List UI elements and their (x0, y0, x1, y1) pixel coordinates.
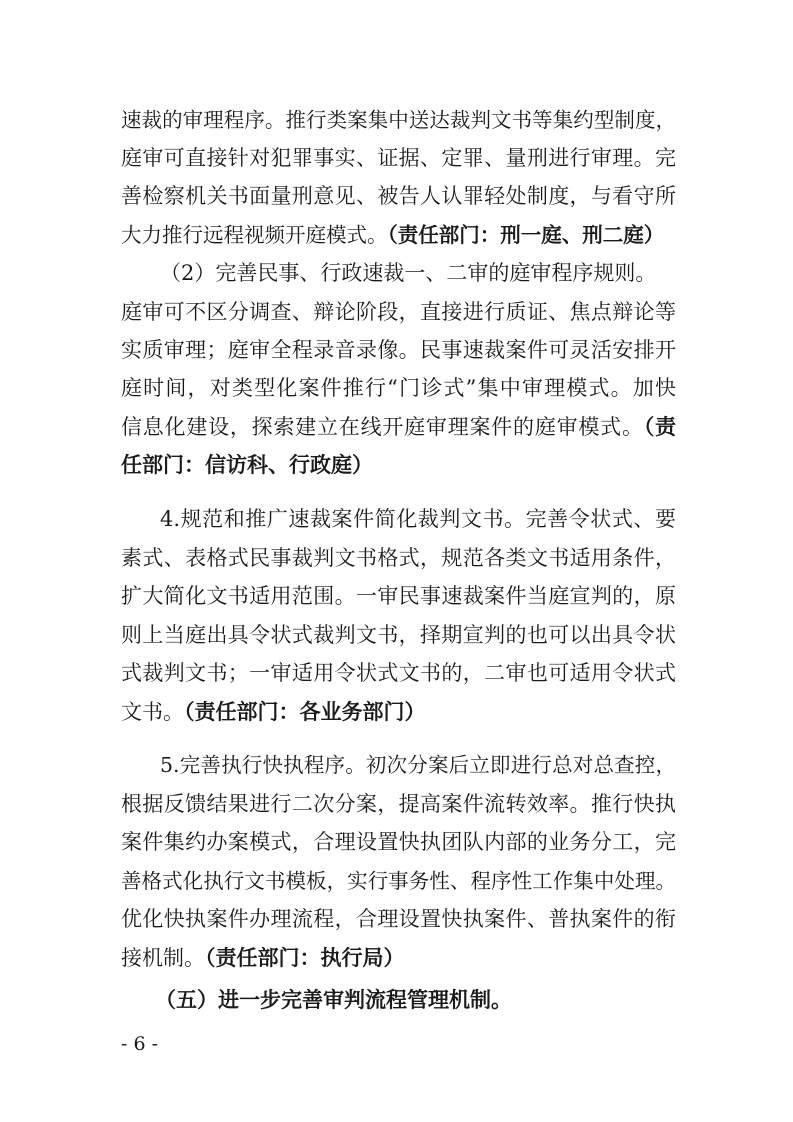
text-line-11 (160, 504, 676, 534)
line-text: 5.完善执行快执程序。初次分案后立即进行总对总查控， (160, 753, 676, 777)
line-text: 素式、表格式民事裁判文书格式，规范各类文书适用条件， (121, 546, 676, 570)
text-line-9 (121, 412, 676, 442)
line-text: 文书。 (121, 700, 184, 724)
line-text: 庭审可不区分调查、辩论阶段，直接进行质证、焦点辩论等 (121, 300, 676, 324)
text-line-17 (160, 750, 676, 780)
line-text: 善检察机关书面量刑意见、被告人认罪轻处制度，与看守所 (121, 184, 676, 208)
line-text: 4.规范和推广速裁案件简化裁判文书。完善令状式、要 (160, 507, 676, 531)
line-text: 善格式化执行文书模板，实行事务性、程序性工作集中处理。 (121, 869, 676, 893)
text-line-2 (121, 143, 676, 173)
text-line-3 (121, 181, 676, 211)
text-line-5 (160, 258, 676, 288)
text-line-15 (121, 658, 676, 688)
responsible-department: 任部门：信访科、行政庭） (121, 453, 373, 477)
line-text: 扩大简化文书适用范围。一审民事速裁案件当庭宣判的，原 (121, 584, 676, 608)
text-line-1 (121, 105, 676, 135)
text-line-14 (121, 620, 676, 650)
text-line-20 (121, 866, 676, 896)
responsible-department: （责任部门：刑一庭、刑二庭） (387, 223, 665, 247)
line-text: 则上当庭出具令状式裁判文书，择期宣判的也可以出具令状 (121, 623, 676, 647)
text-line-16 (121, 697, 676, 727)
text-line-12 (121, 543, 676, 573)
responsible-department: （责任部门：执行局） (205, 946, 405, 970)
text-line-18 (121, 789, 676, 819)
line-text: 庭时间，对类型化案件推行“门诊式”集中审理模式。加快 (121, 376, 676, 400)
text-line-4 (121, 220, 676, 250)
page-number: - 6 - (121, 1033, 159, 1055)
section-heading: （五）进一步完善审判流程管理机制。 (155, 988, 512, 1012)
text-line-21 (121, 904, 676, 934)
text-line-7 (121, 335, 676, 365)
line-text: 大力推行远程视频开庭模式。 (121, 223, 388, 247)
text-line-13 (121, 581, 676, 611)
text-line-19 (121, 827, 676, 857)
text-line-22 (121, 943, 676, 973)
line-text: （2）完善民事、行政速裁一、二审的庭审程序规则。 (160, 261, 657, 285)
text-line-8 (121, 373, 676, 403)
text-line-6 (121, 297, 676, 327)
responsible-department: （责任部门：各业务部门） (184, 700, 426, 724)
line-text: 速裁的审理程序。推行类案集中送达裁判文书等集约型制度， (121, 108, 676, 132)
text-line-10 (121, 450, 676, 480)
line-text: 庭审可直接针对犯罪事实、证据、定罪、量刑进行审理。完 (121, 146, 676, 170)
responsible-department: （责 (643, 415, 676, 439)
line-text: 案件集约办案模式，合理设置快执团队内部的业务分工，完 (121, 830, 676, 854)
line-text: 优化快执案件办理流程，合理设置快执案件、普执案件的衔 (121, 907, 676, 931)
line-text: 式裁判文书；一审适用令状式文书的，二审也可适用令状式 (121, 661, 676, 685)
line-text: 接机制。 (121, 946, 205, 970)
line-text: 实质审理；庭审全程录音录像。民事速裁案件可灵活安排开 (121, 338, 676, 362)
line-text: 根据反馈结果进行二次分案，提高案件流转效率。推行快执 (121, 792, 676, 816)
line-text: 信息化建设，探索建立在线开庭审理案件的庭审模式。 (121, 415, 644, 439)
